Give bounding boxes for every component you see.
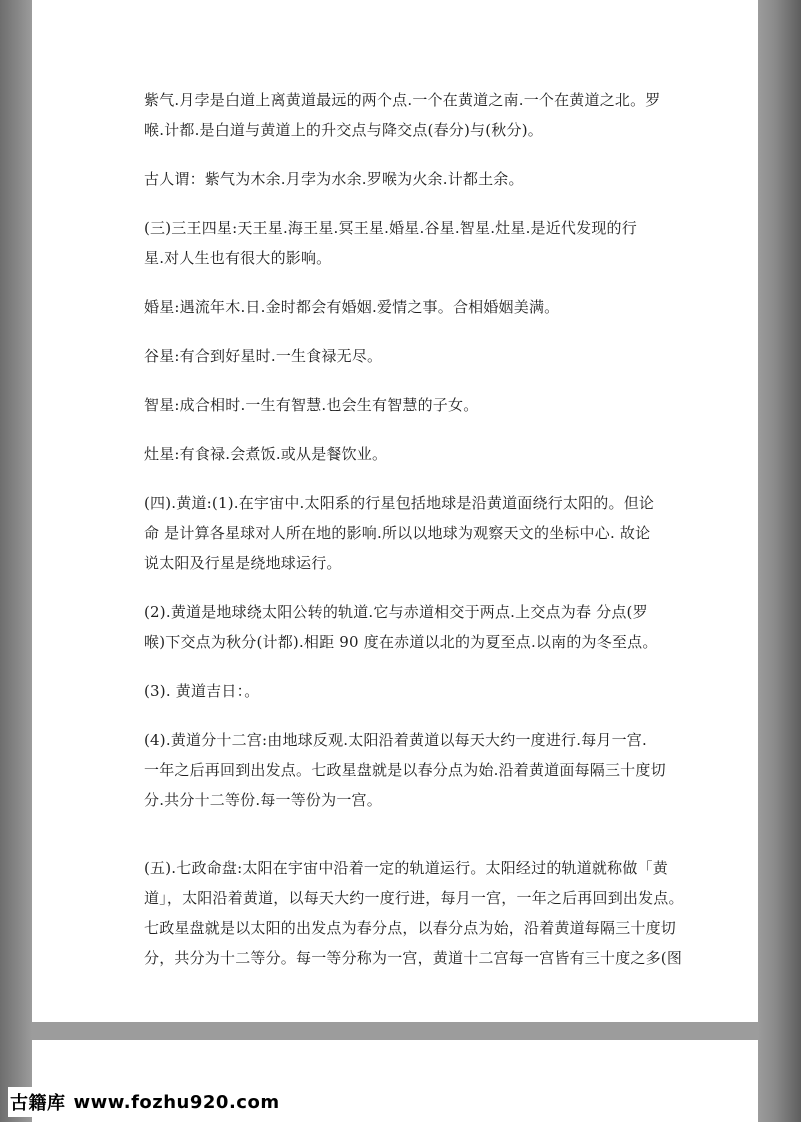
text-line: 一年之后再回到出发点。七政星盘就是以春分点为始.沿着黄道面每隔三十度切: [144, 761, 666, 779]
paragraph: [144, 85, 659, 145]
text-line: 智星:成合相时.一生有智慧.也会生有智慧的子女。: [144, 396, 479, 414]
text-line: 七政星盘就是以太阳的出发点为春分点，以春分点为始，沿着黄道每隔三十度切: [144, 919, 677, 937]
paragraph: [144, 725, 666, 815]
watermark-url[interactable]: www.fozhu920.com: [73, 1091, 280, 1113]
text-line: 古人谓：紫气为木余.月孛为水余.罗喉为火余.计都土余。: [144, 170, 524, 188]
text-line: (3). 黄道吉日：。: [144, 682, 260, 700]
text-line: 紫气.月孛是白道上离黄道最远的两个点.一个在黄道之南.一个在黄道之北。罗: [144, 91, 661, 109]
paragraph: [144, 341, 659, 371]
text-line: (2).黄道是地球绕太阳公转的轨道.它与赤道相交于两点.上交点为春 分点(罗: [144, 603, 648, 621]
document-page: [32, 0, 758, 1022]
text-line: 分.共分十二等份.每一等份为一宫。: [144, 791, 382, 809]
paragraph: [144, 676, 659, 706]
text-line: (三)三王四星:天王星.海王星.冥王星.婚星.谷星.智星.灶星.是近代发现的行: [144, 219, 637, 237]
paragraph: [144, 292, 659, 322]
text-line: 星.对人生也有很大的影响。: [144, 249, 332, 267]
paragraph: [144, 853, 684, 973]
text-line: 喉.计都.是白道与黄道上的升交点与降交点(春分)与(秋分)。: [144, 121, 543, 139]
watermark-footer: [8, 1087, 282, 1117]
text-line: 婚星:遇流年木.日.金时都会有婚姻.爱情之事。合相婚姻美满。: [144, 298, 560, 316]
text-line: (五).七政命盘:太阳在宇宙中沿着一定的轨道运行。太阳经过的轨道就称做「黄: [144, 859, 668, 877]
paragraph: [144, 164, 659, 194]
paragraph: [144, 597, 659, 657]
text-line: 说太阳及行星是绕地球运行。: [144, 554, 342, 572]
text-line: 命 是计算各星球对人所在地的影响.所以以地球为观察天文的坐标中心. 故论: [144, 524, 651, 542]
text-line: 谷星:有合到好星时.一生食禄无尽。: [144, 347, 383, 365]
paragraph: [144, 390, 659, 420]
text-line: (4).黄道分十二宫:由地球反观.太阳沿着黄道以每天大约一度进行.每月一宫.: [144, 731, 647, 749]
paragraph: [144, 213, 659, 273]
text-line: (四).黄道:(1).在宇宙中.太阳系的行星包括地球是沿黄道面绕行太阳的。但论: [144, 494, 655, 512]
watermark-brand: 古籍库: [10, 1093, 66, 1114]
text-line: 分，共分为十二等分。每一等分称为一宫，黄道十二宫每一宫皆有三十度之多(图: [144, 949, 683, 967]
page-text: [144, 85, 684, 992]
text-line: 喉)下交点为秋分(计都).相距 90 度在赤道以北的为夏至点.以南的为冬至点。: [144, 633, 658, 651]
text-line: 道」，太阳沿着黄道，以每天大约一度行进，每月一宫，一年之后再回到出发点。: [144, 889, 684, 907]
paragraph: [144, 439, 659, 469]
text-line: 灶星:有食禄.会煮饭.或从是餐饮业。: [144, 445, 388, 463]
paragraph: [144, 488, 659, 578]
